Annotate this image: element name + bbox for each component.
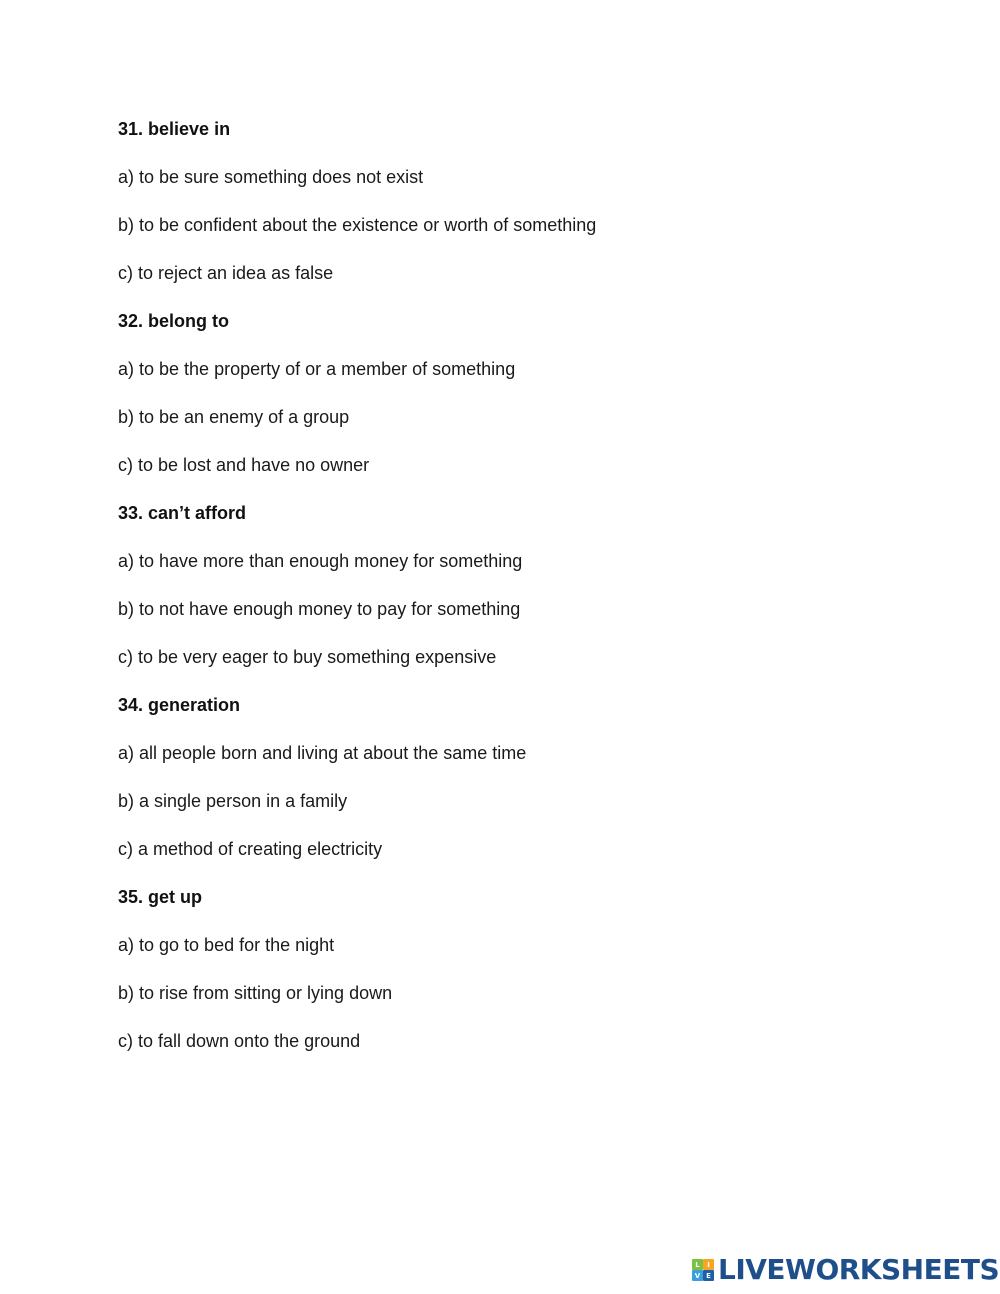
question-34 — [118, 692, 878, 863]
question-31 — [118, 116, 878, 287]
option-b[interactable]: b) a single person in a family — [118, 791, 348, 811]
logo-square-l: L — [692, 1259, 703, 1270]
option-b[interactable]: b) to be confident about the existence or worth of something — [118, 215, 597, 235]
logo-square-v: V — [692, 1270, 703, 1281]
question-35 — [118, 884, 878, 1055]
worksheet — [118, 116, 878, 1055]
liveworksheets-logo-icon — [692, 1259, 714, 1281]
question-32 — [118, 308, 878, 479]
question-title: 34. generation — [118, 695, 241, 715]
option-a[interactable]: a) to be sure something does not exist — [118, 167, 424, 187]
liveworksheets-logo[interactable] — [692, 1253, 999, 1287]
question-33 — [118, 500, 878, 671]
option-a[interactable]: a) to go to bed for the night — [118, 935, 335, 955]
option-c[interactable]: c) to reject an idea as false — [118, 263, 334, 283]
option-a[interactable]: a) all people born and living at about the same time — [118, 743, 527, 763]
question-title: 31. believe in — [118, 119, 231, 139]
option-c[interactable]: c) to be lost and have no owner — [118, 455, 370, 475]
option-c[interactable]: c) to fall down onto the ground — [118, 1031, 361, 1051]
option-c[interactable]: c) a method of creating electricity — [118, 839, 383, 859]
logo-square-i: I — [703, 1259, 714, 1270]
question-title: 35. get up — [118, 887, 203, 907]
option-a[interactable]: a) to have more than enough money for something — [118, 551, 523, 571]
option-c[interactable]: c) to be very eager to buy something expensive — [118, 647, 497, 667]
question-title: 32. belong to — [118, 311, 230, 331]
logo-wordmark: LIVEWORKSHEETS — [718, 1253, 1000, 1286]
question-title: 33. can’t afford — [118, 503, 247, 523]
option-b[interactable]: b) to not have enough money to pay for something — [118, 599, 521, 619]
logo-square-e: E — [703, 1270, 714, 1281]
option-a[interactable]: a) to be the property of or a member of something — [118, 359, 516, 379]
option-b[interactable]: b) to rise from sitting or lying down — [118, 983, 393, 1003]
option-b[interactable]: b) to be an enemy of a group — [118, 407, 350, 427]
